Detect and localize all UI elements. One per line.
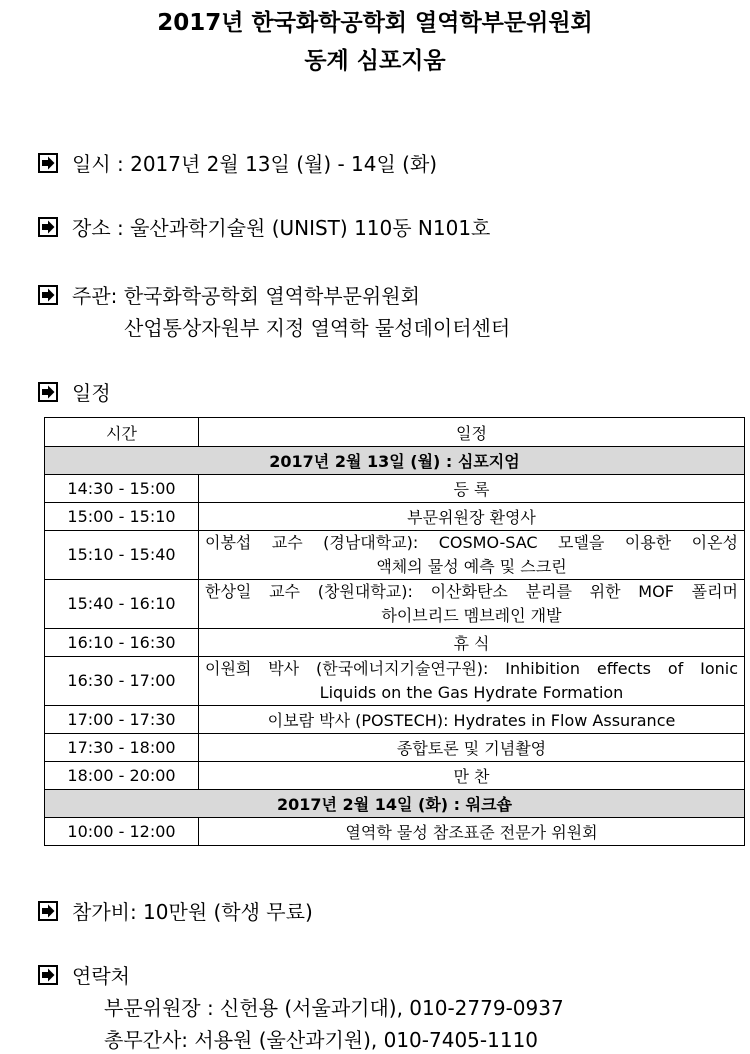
table-row <box>45 475 745 503</box>
header-time: 시간 <box>45 418 199 447</box>
table-row <box>45 503 745 531</box>
header-program: 일정 <box>199 418 745 447</box>
row-program: 만 찬 <box>199 762 745 790</box>
table-row <box>45 580 745 629</box>
host-line2: 산업통상자원부 지정 열역학 물성데이터센터 <box>124 316 511 340</box>
date-item <box>38 148 437 177</box>
host-text: 주관: 한국화학공학회 열역학부문위원회 <box>72 284 420 308</box>
table-row <box>45 706 745 734</box>
contact-line2: 총무간사: 서용원 (울산과기원), 010-7405-1110 <box>104 1028 539 1052</box>
row-program-line1: 한상일 교수 (창원대학교): 이산화탄소 분리를 위한 MOF 폴리머 <box>205 582 738 601</box>
row-time: 14:30 - 15:00 <box>45 475 199 503</box>
page-title: 2017년 한국화학공학회 열역학부문위원회 <box>157 10 593 36</box>
host-item <box>38 280 420 309</box>
fee-item <box>38 896 313 925</box>
arrow-box-icon <box>38 285 58 305</box>
row-program: 종합토론 및 기념촬영 <box>199 734 745 762</box>
schedule-item <box>38 377 111 406</box>
day-row <box>45 790 745 818</box>
place-text: 장소 : 울산과학기술원 (UNIST) 110동 N101호 <box>72 216 491 240</box>
table-row <box>45 818 745 846</box>
contact-label: 연락처 <box>72 964 130 988</box>
arrow-box-icon <box>38 965 58 985</box>
row-time: 17:00 - 17:30 <box>45 706 199 734</box>
day-row <box>45 447 745 475</box>
row-time: 10:00 - 12:00 <box>45 818 199 846</box>
row-program: 휴 식 <box>199 629 745 657</box>
arrow-box-icon <box>38 217 58 237</box>
row-program <box>199 657 745 706</box>
table-row <box>45 762 745 790</box>
row-program-line1: 이봉섭 교수 (경남대학교): COSMO-SAC 모델을 이용한 이온성 <box>205 533 738 552</box>
row-program <box>199 580 745 629</box>
row-program <box>199 531 745 580</box>
row-program: 등 록 <box>199 475 745 503</box>
day1-label: 2017년 2월 13일 (월) : 심포지엄 <box>45 447 745 475</box>
row-time: 17:30 - 18:00 <box>45 734 199 762</box>
row-program-line2: 액체의 물성 예측 및 스크린 <box>376 557 567 576</box>
row-time: 16:10 - 16:30 <box>45 629 199 657</box>
contact-item <box>38 960 130 989</box>
row-program-line2: 하이브리드 멤브레인 개발 <box>381 606 562 625</box>
row-time: 15:00 - 15:10 <box>45 503 199 531</box>
arrow-box-icon <box>38 153 58 173</box>
arrow-box-icon <box>38 382 58 402</box>
schedule-table <box>44 417 745 846</box>
table-header <box>45 418 745 447</box>
row-program: 이보람 박사 (POSTECH): Hydrates in Flow Assurance <box>199 706 745 734</box>
row-program: 열역학 물성 참조표준 전문가 위원회 <box>199 818 745 846</box>
row-program-line2: Liquids on the Gas Hydrate Formation <box>319 683 624 702</box>
table-row <box>45 734 745 762</box>
fee-text: 참가비: 10만원 (학생 무료) <box>72 900 313 924</box>
row-time: 18:00 - 20:00 <box>45 762 199 790</box>
table-row <box>45 629 745 657</box>
contact-line1: 부문위원장 : 신헌용 (서울과기대), 010-2779-0937 <box>104 996 564 1020</box>
day2-label: 2017년 2월 14일 (화) : 워크숍 <box>45 790 745 818</box>
row-time: 15:40 - 16:10 <box>45 580 199 629</box>
page-subtitle: 동계 심포지움 <box>304 48 446 74</box>
row-program-line1: 이원희 박사 (한국에너지기술연구원): Inhibition effects of Ionic <box>205 659 738 678</box>
arrow-box-icon <box>38 901 58 921</box>
row-time: 16:30 - 17:00 <box>45 657 199 706</box>
schedule-label: 일정 <box>72 381 111 405</box>
table-row <box>45 657 745 706</box>
table-row <box>45 531 745 580</box>
row-time: 15:10 - 15:40 <box>45 531 199 580</box>
row-program: 부문위원장 환영사 <box>199 503 745 531</box>
date-text: 일시 : 2017년 2월 13일 (월) - 14일 (화) <box>72 152 438 176</box>
place-item <box>38 212 490 241</box>
